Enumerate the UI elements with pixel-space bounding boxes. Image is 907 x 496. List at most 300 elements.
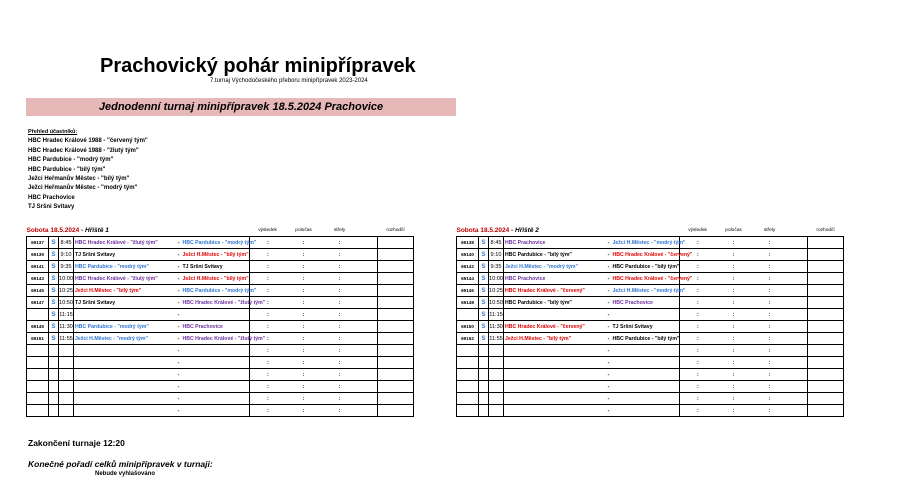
team-separator: -	[176, 285, 182, 297]
away-team	[182, 357, 250, 369]
home-team: TJ Sršni Svitavy	[75, 251, 116, 258]
away-team	[612, 405, 680, 417]
away-team	[182, 381, 250, 393]
match-row	[27, 381, 414, 393]
match-category: S	[479, 285, 489, 297]
match-category: S	[49, 333, 59, 345]
spacer-cell	[358, 297, 378, 309]
court-name: - Hřiště 1	[79, 227, 109, 234]
match-category	[49, 357, 59, 369]
shots-cell: :	[322, 261, 358, 273]
spacer-cell	[788, 273, 808, 285]
match-time	[489, 345, 504, 357]
referees-cell	[808, 285, 844, 297]
team-separator: -	[176, 369, 182, 381]
spacer-cell	[788, 261, 808, 273]
away-team	[182, 393, 250, 405]
away-team: HBC Pardubice - "modrý tým"	[182, 237, 250, 249]
halftime-cell: :	[286, 309, 322, 321]
column-header-halftime: poločas	[295, 228, 312, 233]
result-cell: :	[250, 309, 286, 321]
match-time	[59, 381, 74, 393]
away-team: HBC Hradec Králové - "žlutý tým"	[182, 297, 250, 309]
team-separator: -	[606, 393, 612, 405]
match-id	[457, 393, 479, 405]
halftime-cell: :	[716, 321, 752, 333]
participant-item: HBC Hradec Králové 1988 - "červený tým"	[28, 138, 148, 145]
spacer-cell	[358, 261, 378, 273]
referees-cell	[378, 357, 414, 369]
match-category: S	[479, 261, 489, 273]
team-separator: -	[606, 261, 612, 273]
home-team: HBC Hradec Králové - "žlutý tým"	[75, 275, 158, 282]
shots-cell: :	[752, 345, 788, 357]
halftime-cell: :	[286, 405, 322, 417]
home-team: Ježci H.Městec - "bílý tým"	[75, 287, 142, 294]
team-separator: -	[176, 249, 182, 261]
match-category	[49, 381, 59, 393]
spacer-cell	[358, 393, 378, 405]
away-team: TJ Sršni Svitavy	[612, 321, 680, 333]
result-cell: :	[250, 321, 286, 333]
halftime-cell: :	[716, 297, 752, 309]
match-time: 8:45	[59, 237, 74, 249]
match-row	[457, 369, 844, 381]
match-id	[457, 309, 479, 321]
match-teams	[74, 333, 176, 345]
spacer-cell	[788, 393, 808, 405]
halftime-cell: :	[286, 237, 322, 249]
match-row	[457, 249, 844, 261]
match-row	[27, 345, 414, 357]
away-team	[612, 393, 680, 405]
match-teams	[504, 285, 606, 297]
team-separator: -	[176, 309, 182, 321]
match-time	[489, 357, 504, 369]
match-time	[489, 393, 504, 405]
match-row	[27, 393, 414, 405]
shots-cell: :	[752, 381, 788, 393]
match-id	[27, 393, 49, 405]
result-cell: :	[680, 261, 716, 273]
referees-cell	[378, 369, 414, 381]
referees-cell	[808, 381, 844, 393]
spacer-cell	[788, 357, 808, 369]
home-team: TJ Sršni Svitavy	[75, 299, 116, 306]
match-time	[489, 369, 504, 381]
halftime-cell: :	[716, 237, 752, 249]
halftime-cell: :	[286, 321, 322, 333]
match-id: 69148	[457, 297, 479, 309]
shots-cell: :	[322, 285, 358, 297]
shots-cell: :	[752, 321, 788, 333]
match-teams	[74, 273, 176, 285]
team-separator: -	[176, 237, 182, 249]
court-name: - Hřiště 2	[509, 227, 539, 234]
spacer-cell	[358, 405, 378, 417]
match-id	[457, 381, 479, 393]
match-category	[479, 369, 489, 381]
shots-cell: :	[322, 249, 358, 261]
team-separator: -	[176, 297, 182, 309]
team-separator: -	[176, 393, 182, 405]
referees-cell	[808, 405, 844, 417]
match-teams	[504, 297, 606, 309]
team-separator: -	[176, 357, 182, 369]
result-cell: :	[680, 381, 716, 393]
final-standings-title: Konečné pořadí celků minipřípravek v turnaji:	[28, 459, 213, 469]
spacer-cell	[358, 345, 378, 357]
match-teams	[74, 369, 176, 381]
match-category: S	[49, 249, 59, 261]
match-time: 8:45	[489, 237, 504, 249]
team-separator: -	[606, 333, 612, 345]
spacer-cell	[358, 321, 378, 333]
shots-cell: :	[752, 333, 788, 345]
match-category: S	[49, 261, 59, 273]
away-team	[612, 381, 680, 393]
tournament-end-time: Zakončení turnaje 12:20	[28, 438, 125, 448]
match-teams	[74, 405, 176, 417]
match-teams	[504, 273, 606, 285]
match-teams	[504, 345, 606, 357]
away-team: Ježci H.Městec - "bílý tým"	[182, 273, 250, 285]
match-row	[27, 357, 414, 369]
participant-item: HBC Pardubice - "modrý tým"	[28, 157, 114, 164]
away-team: Ježci H.Městec - "modrý tým"	[612, 285, 680, 297]
participant-item: Ježci Heřmanův Městec - "bílý tým"	[28, 176, 130, 183]
match-teams	[504, 381, 606, 393]
column-header-shots: střely	[333, 228, 346, 233]
column-header-result: výsledek	[258, 228, 277, 233]
court-date: Sobota 18.5.2024	[456, 227, 510, 234]
team-separator: -	[176, 381, 182, 393]
halftime-cell: :	[716, 309, 752, 321]
match-teams	[74, 261, 176, 273]
away-team	[612, 357, 680, 369]
halftime-cell: :	[286, 297, 322, 309]
halftime-cell: :	[286, 369, 322, 381]
referees-cell	[378, 297, 414, 309]
home-team: HBC Hradec Králové - "červený"	[505, 287, 585, 294]
result-cell: :	[680, 321, 716, 333]
match-time: 11:55	[489, 333, 504, 345]
match-row	[27, 249, 414, 261]
match-category: S	[479, 321, 489, 333]
away-team	[612, 309, 680, 321]
spacer-cell	[358, 369, 378, 381]
column-header-halftime: poločas	[725, 228, 742, 233]
away-team: HBC Hradec Králové - "žlutý tým"	[182, 333, 250, 345]
shots-cell: :	[752, 285, 788, 297]
away-team: HBC Pardubice - "bílý tým"	[612, 333, 680, 345]
match-row	[457, 333, 844, 345]
result-cell: :	[680, 273, 716, 285]
result-cell: :	[680, 285, 716, 297]
shots-cell: :	[752, 297, 788, 309]
match-row	[457, 261, 844, 273]
match-time: 9:35	[489, 261, 504, 273]
halftime-cell: :	[716, 381, 752, 393]
match-teams	[504, 237, 606, 249]
match-teams	[504, 405, 606, 417]
team-separator: -	[176, 261, 182, 273]
page-title: Prachovický pohár minipřípravek	[100, 55, 416, 77]
halftime-cell: :	[716, 333, 752, 345]
referees-cell	[378, 261, 414, 273]
match-teams	[504, 333, 606, 345]
team-separator: -	[606, 285, 612, 297]
away-team	[182, 405, 250, 417]
match-time	[489, 405, 504, 417]
team-separator: -	[176, 333, 182, 345]
referees-cell	[808, 393, 844, 405]
match-category	[479, 381, 489, 393]
result-cell: :	[680, 249, 716, 261]
team-separator: -	[606, 249, 612, 261]
spacer-cell	[788, 309, 808, 321]
home-team: HBC Pardubice - "modrý tým"	[75, 323, 149, 330]
spacer-cell	[358, 357, 378, 369]
match-time	[59, 357, 74, 369]
match-teams	[74, 381, 176, 393]
match-id	[27, 369, 49, 381]
match-time	[59, 405, 74, 417]
match-teams	[74, 249, 176, 261]
match-row	[457, 405, 844, 417]
shots-cell: :	[752, 405, 788, 417]
match-category	[49, 393, 59, 405]
match-time	[59, 345, 74, 357]
halftime-cell: :	[716, 249, 752, 261]
match-row	[27, 285, 414, 297]
match-time	[59, 369, 74, 381]
halftime-cell: :	[286, 249, 322, 261]
match-id	[457, 345, 479, 357]
result-cell: :	[680, 333, 716, 345]
match-id: 69143	[27, 273, 49, 285]
shots-cell: :	[752, 369, 788, 381]
result-cell: :	[680, 237, 716, 249]
referees-cell	[808, 345, 844, 357]
column-header-referees: rozhodčí	[816, 228, 835, 233]
participant-item: HBC Pardubice - "bílý tým"	[28, 166, 106, 173]
result-cell: :	[250, 249, 286, 261]
shots-cell: :	[322, 273, 358, 285]
match-id	[457, 357, 479, 369]
referees-cell	[808, 369, 844, 381]
result-cell: :	[250, 357, 286, 369]
match-id: 69142	[457, 261, 479, 273]
home-team: Ježci H.Městec - "bílý tým"	[505, 335, 572, 342]
referees-cell	[378, 381, 414, 393]
halftime-cell: :	[716, 357, 752, 369]
team-separator: -	[606, 357, 612, 369]
column-header-shots: střely	[763, 228, 776, 233]
column-header-result: výsledek	[688, 228, 707, 233]
event-banner-text: Jednodenní turnaj minipřípravek 18.5.2024 Prachovice	[98, 101, 384, 113]
shots-cell: :	[322, 357, 358, 369]
match-id: 69150	[457, 321, 479, 333]
match-category: S	[479, 249, 489, 261]
match-time	[59, 393, 74, 405]
match-time: 11:15	[489, 309, 504, 321]
spacer-cell	[358, 237, 378, 249]
away-team	[612, 345, 680, 357]
home-team: HBC Prachovice	[505, 275, 546, 282]
halftime-cell: :	[716, 261, 752, 273]
match-row	[27, 261, 414, 273]
match-time: 9:10	[59, 249, 74, 261]
spacer-cell	[358, 285, 378, 297]
match-id: 69146	[457, 285, 479, 297]
shots-cell: :	[752, 309, 788, 321]
match-teams	[504, 369, 606, 381]
away-team: HBC Prachovice	[182, 321, 250, 333]
home-team: HBC Pardubice - "modrý tým"	[75, 263, 149, 270]
schedule-court-1	[26, 226, 414, 417]
team-separator: -	[606, 237, 612, 249]
shots-cell: :	[752, 393, 788, 405]
away-team: HBC Hradec Králové - "červený"	[612, 249, 680, 261]
match-id	[457, 369, 479, 381]
match-category: S	[49, 285, 59, 297]
shots-cell: :	[322, 321, 358, 333]
result-cell: :	[250, 405, 286, 417]
match-time: 10:00	[489, 273, 504, 285]
spacer-cell	[788, 345, 808, 357]
match-category	[479, 405, 489, 417]
match-time: 11:30	[489, 321, 504, 333]
result-cell: :	[250, 369, 286, 381]
match-row	[27, 297, 414, 309]
halftime-cell: :	[716, 369, 752, 381]
result-cell: :	[250, 381, 286, 393]
referees-cell	[808, 297, 844, 309]
match-time: 10:25	[489, 285, 504, 297]
halftime-cell: :	[286, 357, 322, 369]
match-teams	[504, 261, 606, 273]
match-teams	[74, 357, 176, 369]
match-id: 69147	[27, 297, 49, 309]
match-row	[457, 309, 844, 321]
team-separator: -	[176, 345, 182, 357]
home-team: HBC Prachovice	[505, 239, 546, 246]
away-team: HBC Prachovice	[612, 297, 680, 309]
match-teams	[504, 321, 606, 333]
match-teams	[504, 357, 606, 369]
match-time: 11:30	[59, 321, 74, 333]
shots-cell: :	[322, 309, 358, 321]
result-cell: :	[680, 393, 716, 405]
match-teams	[504, 249, 606, 261]
shots-cell: :	[752, 237, 788, 249]
spacer-cell	[788, 405, 808, 417]
match-time: 10:50	[59, 297, 74, 309]
court-day-label	[27, 226, 250, 237]
team-separator: -	[606, 309, 612, 321]
shots-cell: :	[322, 297, 358, 309]
match-category	[479, 345, 489, 357]
match-teams	[74, 345, 176, 357]
match-row	[457, 345, 844, 357]
team-separator: -	[606, 273, 612, 285]
result-cell: :	[680, 369, 716, 381]
away-team: Ježci H.Městec - "modrý tým"	[612, 237, 680, 249]
spacer-cell	[788, 285, 808, 297]
team-separator: -	[606, 321, 612, 333]
match-time: 9:10	[489, 249, 504, 261]
match-category: S	[49, 273, 59, 285]
referees-cell	[378, 405, 414, 417]
referees-cell	[808, 309, 844, 321]
match-id: 69152	[457, 333, 479, 345]
match-time: 10:25	[59, 285, 74, 297]
home-team: HBC Pardubice - "bílý tým"	[505, 251, 572, 258]
match-time: 11:55	[59, 333, 74, 345]
halftime-cell: :	[716, 405, 752, 417]
result-cell: :	[680, 357, 716, 369]
halftime-cell: :	[716, 273, 752, 285]
match-row	[27, 369, 414, 381]
match-category	[49, 345, 59, 357]
referees-cell	[378, 345, 414, 357]
match-category	[49, 369, 59, 381]
match-category: S	[49, 297, 59, 309]
result-cell: :	[680, 297, 716, 309]
match-time: 10:00	[59, 273, 74, 285]
match-row	[457, 273, 844, 285]
away-team: HBC Pardubice - "modrý tým"	[182, 285, 250, 297]
result-cell: :	[250, 237, 286, 249]
match-teams	[74, 297, 176, 309]
spacer-cell	[358, 333, 378, 345]
match-id	[27, 357, 49, 369]
participants-list	[28, 128, 148, 213]
shots-cell: :	[322, 237, 358, 249]
spacer-cell	[788, 237, 808, 249]
referees-cell	[378, 309, 414, 321]
result-cell: :	[250, 393, 286, 405]
match-teams	[74, 237, 176, 249]
halftime-cell: :	[286, 393, 322, 405]
shots-cell: :	[752, 261, 788, 273]
match-category: S	[479, 333, 489, 345]
court-date: Sobota 18.5.2024	[26, 227, 80, 234]
match-id: 69151	[27, 333, 49, 345]
court-day-label	[457, 226, 680, 237]
team-separator: -	[606, 297, 612, 309]
match-teams	[504, 393, 606, 405]
referees-cell	[378, 321, 414, 333]
away-team	[612, 369, 680, 381]
page-subtitle: 7.turnaj Východočeského přeboru minipřípravek 2023-2024	[210, 78, 368, 84]
match-category: S	[479, 297, 489, 309]
column-header-spacer	[358, 226, 378, 237]
final-standings-note: Nebude vyhlašováno	[95, 471, 156, 477]
result-cell: :	[250, 261, 286, 273]
match-category: S	[49, 237, 59, 249]
referees-cell	[808, 249, 844, 261]
result-cell: :	[680, 309, 716, 321]
result-cell: :	[250, 333, 286, 345]
match-row	[27, 273, 414, 285]
spacer-cell	[358, 249, 378, 261]
referees-cell	[378, 249, 414, 261]
participants-heading: Přehled účastníků:	[28, 129, 78, 135]
match-row	[457, 381, 844, 393]
away-team: Ježci H.Městec - "bílý tým"	[182, 249, 250, 261]
